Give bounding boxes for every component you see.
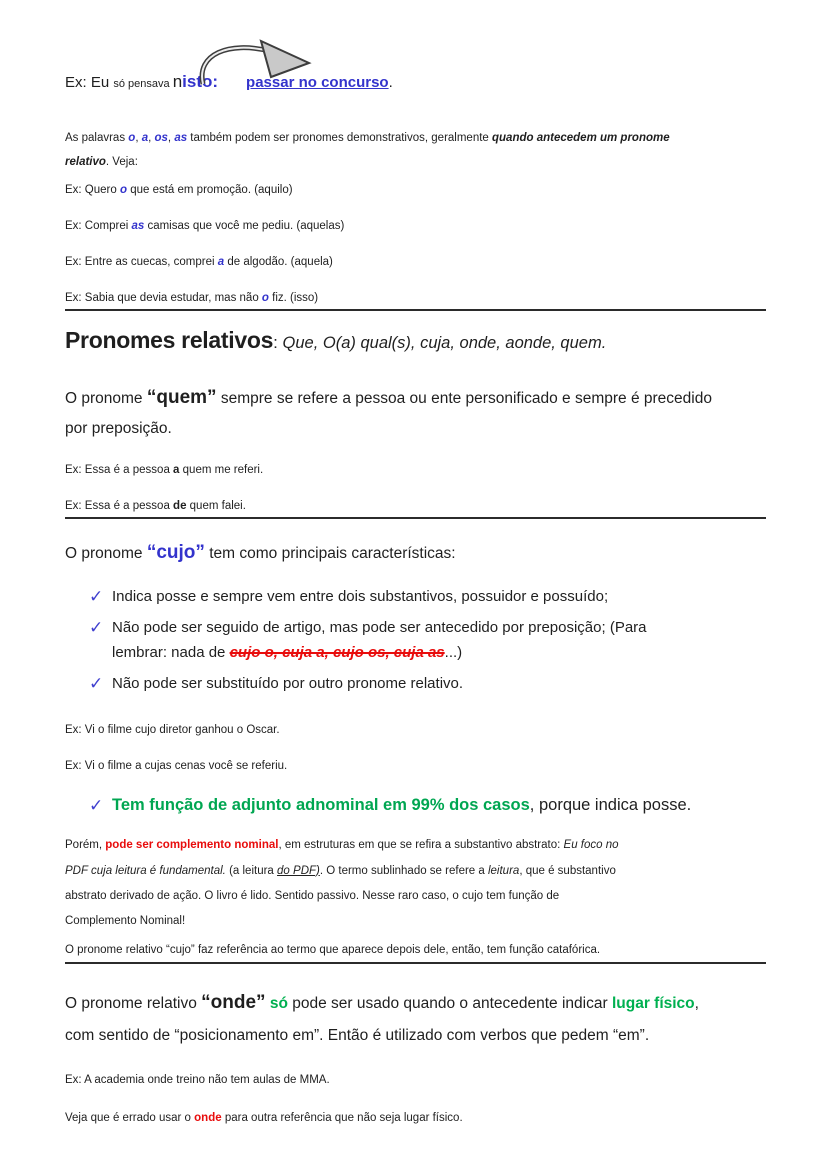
porem-paragraph: Porém, pode ser complemento nominal, em estruturas em que se refira a substantivo abstrato: Eu foco no PDF cuja leitura é fundamental. (a leitura do PDF). O termo sublinhado se refere a leitura, que é substantivo abstrato derivado de ação. O livro é lido. Sentido passivo. Nesse raro caso, o cujo tem função de Complemento Nominal! xyxy=(65,839,619,928)
highlight-pronoun: a xyxy=(217,256,225,269)
cujo-paragraph: O pronome “cujo” tem como principais características: xyxy=(65,542,456,564)
example-line: Ex: Essa é a pessoa de quem falei. xyxy=(65,500,246,513)
funcao-line: ✓ Tem função de adjunto adnominal em 99% dos casos, porque indica posse. xyxy=(89,796,692,816)
highlight-pronoun: o xyxy=(119,184,127,197)
curved-arrow-icon xyxy=(193,38,327,86)
heading-pronoun-list: Que, O(a) qual(s), cuja, onde, aonde, quem. xyxy=(282,334,607,353)
example-arrow-line xyxy=(65,72,766,92)
separator xyxy=(65,962,766,964)
example-line: Ex: Sabia que devia estudar, mas não o fiz. (isso) xyxy=(65,292,319,305)
underlined-reference: do PDF) xyxy=(277,864,320,877)
bullet-item: ✓ Indica posse e sempre vem entre dois substantivos, possuidor e possuído; xyxy=(65,584,766,610)
section-heading: Pronomes relativos: Que, O(a) qual(s), cuja, onde, aonde, quem. xyxy=(65,327,607,354)
example-line: Ex: Essa é a pessoa a quem me referi. xyxy=(65,464,264,477)
checkmark-icon: ✓ xyxy=(89,587,104,607)
emphasis-bold-italic: quando antecedem um pronome xyxy=(492,132,670,144)
word-os: os xyxy=(154,132,168,144)
onde-paragraph: O pronome relativo “onde” só pode ser usado quando o antecedente indicar lugar físico, com sentido de “posicionamento em”. Então é utilizado com verbos que pedem “em”. xyxy=(65,992,699,1045)
cataforica-note: O pronome relativo “cujo” faz referência ao termo que aparece depois dele, então, tem função catafórica. xyxy=(65,944,601,957)
bullet-item: ✓ Não pode ser substituído por outro pronome relativo. xyxy=(65,671,766,697)
onde-highlight: “onde” xyxy=(201,992,266,1014)
example-line: Ex: Vi o filme cujo diretor ganhou o Oscar. xyxy=(65,724,280,737)
demonstrative-word: n xyxy=(172,72,183,91)
veja-note: Veja que é errado usar o onde para outra referência que não seja lugar físico. xyxy=(65,1111,463,1124)
red-emphasis: pode ser complemento nominal xyxy=(105,839,279,852)
bold-preposition: a xyxy=(173,464,180,477)
example-line: Ex: Comprei as camisas que você me pediu. (aquelas) xyxy=(65,220,345,233)
quem-highlight: “quem” xyxy=(146,387,217,409)
heading-title: Pronomes relativos xyxy=(65,327,274,354)
example-line: Ex: Entre as cuecas, comprei a de algodão. (aquela) xyxy=(65,256,333,269)
cujo-characteristics-list xyxy=(65,584,766,696)
word-a: a xyxy=(141,132,149,144)
checkmark-icon: ✓ xyxy=(89,673,104,693)
green-so: só xyxy=(269,995,288,1013)
arrow-target-text: passar no concurso xyxy=(246,74,389,91)
separator xyxy=(65,309,766,311)
word-o: o xyxy=(128,132,136,144)
quem-paragraph: O pronome “quem” sempre se refere a pessoa ou ente personificado e sempre é precedido por preposição. xyxy=(65,387,712,438)
checkmark-icon: ✓ xyxy=(89,796,104,816)
bullet-item: ✓ Não pode ser seguido de artigo, mas pode ser antecedido por preposição; (Para lembrar: nada de cujo o, cuja a, cujo os, cuja as...) xyxy=(65,615,766,666)
green-emphasis: Tem função de adjunto adnominal em 99% dos casos xyxy=(112,796,530,815)
cujo-highlight: “cujo” xyxy=(146,542,205,564)
example-line: Ex: Quero o que está em promoção. (aquilo) xyxy=(65,184,293,197)
highlight-pronoun: as xyxy=(131,220,145,233)
word-as: as xyxy=(174,132,188,144)
intro-paragraph: As palavras o, a, os, as também podem ser pronomes demonstrativos, geralmente quando antecedem um pronome relativo. Veja: xyxy=(65,132,670,169)
checkmark-icon: ✓ xyxy=(89,617,104,637)
bold-preposition: de xyxy=(173,500,187,513)
demonstrative-word-highlight: isto: xyxy=(182,72,219,91)
separator xyxy=(65,517,766,519)
green-lugar-fisico: lugar físico xyxy=(611,995,695,1013)
period: . xyxy=(388,74,393,91)
example-line: Ex: Vi o filme a cujas cenas você se referiu. xyxy=(65,760,288,773)
example-line: Ex: A academia onde treino não tem aulas de MMA. xyxy=(65,1073,330,1086)
example-small-text: só pensava xyxy=(113,78,173,90)
emphasis-bold-italic: relativo xyxy=(65,156,106,169)
strikethrough-error-text: cujo o, cuja a, cujo os, cuja as xyxy=(229,644,445,662)
red-onde: onde xyxy=(194,1111,222,1124)
example-prefix: Ex: Eu xyxy=(65,74,114,91)
highlight-pronoun: o xyxy=(261,292,269,305)
